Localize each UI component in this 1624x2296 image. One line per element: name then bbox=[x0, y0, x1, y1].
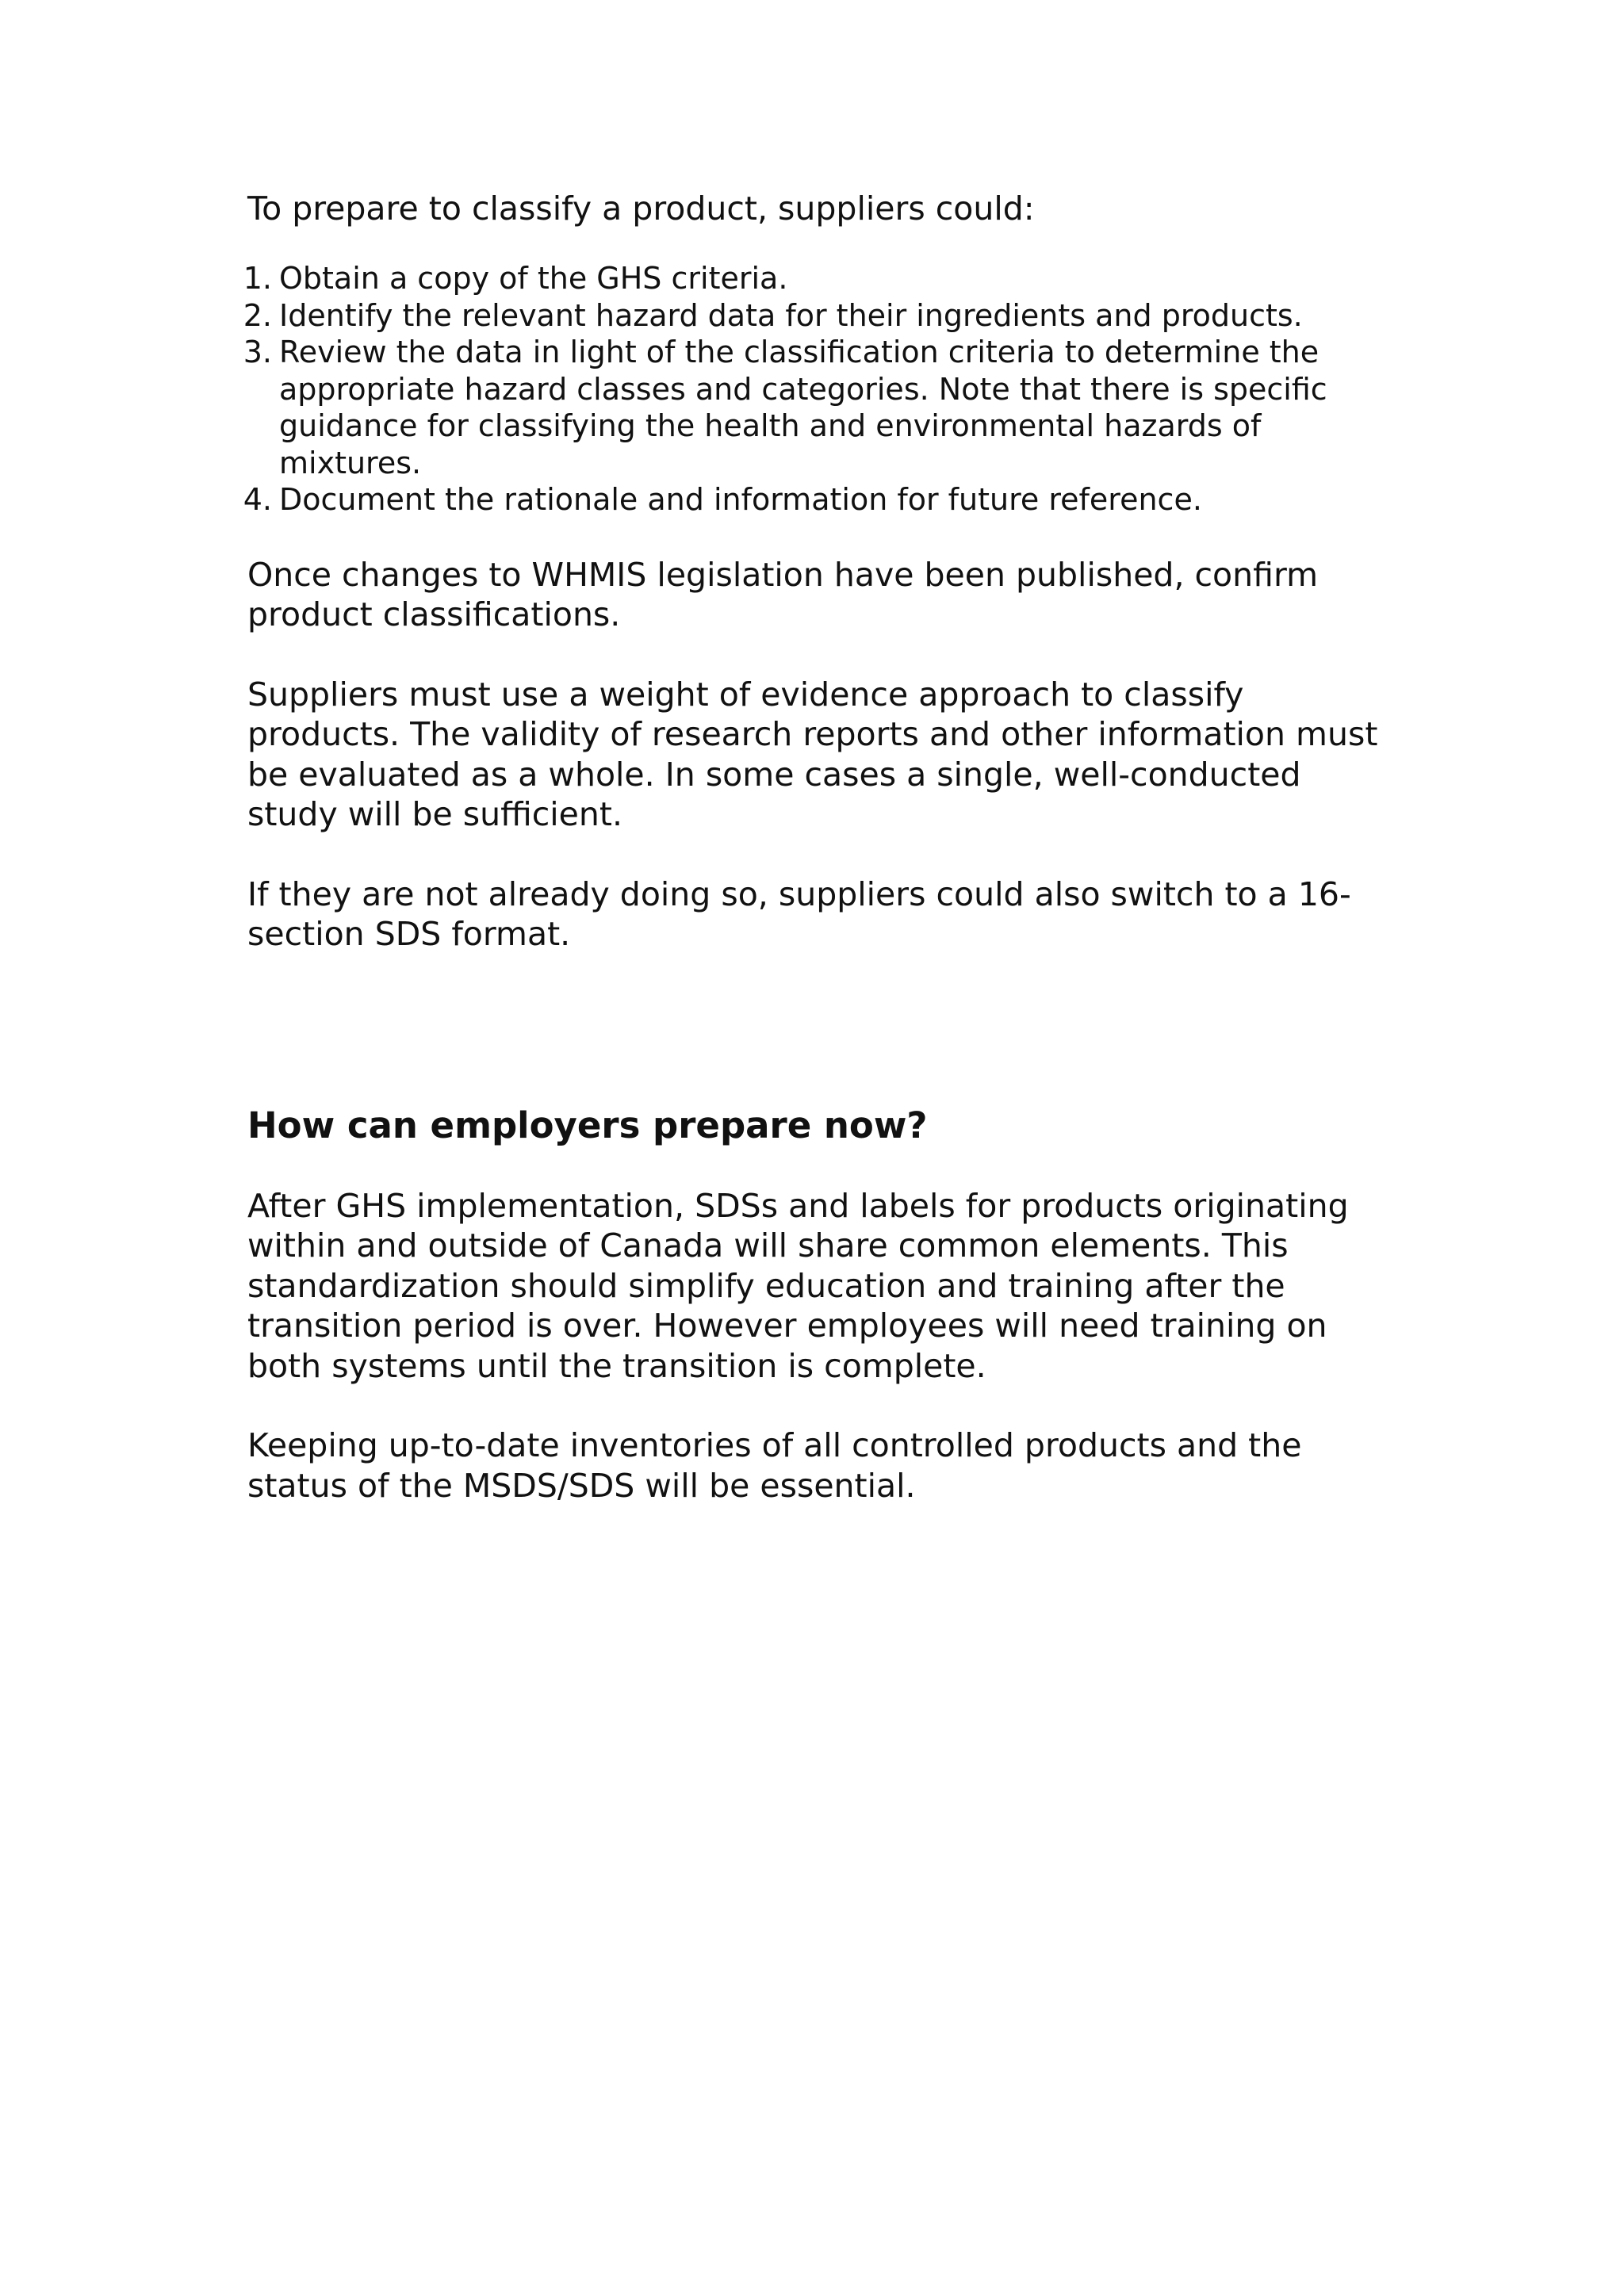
list-item bbox=[243, 481, 1397, 519]
list-item bbox=[243, 297, 1397, 335]
paragraph-ghs-implementation: After GHS implementation, SDSs and labels for products originating within and outside of Canada will share common elements. This standardization should simplify education and training after the transition period is over. However employees will need training on both systems until the transition is complete. bbox=[247, 1186, 1349, 1385]
section-heading: How can employers prepare now? bbox=[247, 1104, 928, 1146]
list-number: 3. bbox=[243, 335, 272, 369]
list-number: 1. bbox=[243, 261, 272, 296]
paragraph-sds-format: If they are not already doing so, suppliers could also switch to a 16-section SDS format. bbox=[247, 874, 1351, 953]
list-number: 2. bbox=[243, 297, 272, 333]
list-number: 4. bbox=[243, 482, 272, 517]
paragraph-confirm-classifications: Once changes to WHMIS legislation have been published, confirm product classifications. bbox=[247, 555, 1319, 633]
list-item-text: Obtain a copy of the GHS criteria. bbox=[279, 261, 788, 296]
list-item-text: Review the data in light of the classification criteria to determine the appropriate hazard classes and categories. Note that there is specific guidance for classifying the health and environmental hazards of mixtures. bbox=[279, 335, 1327, 480]
paragraph-weight-of-evidence: Suppliers must use a weight of evidence approach to classify products. The validity of research reports and other information must be evaluated as a whole. In some cases a single, well-conducted study will be sufficient. bbox=[247, 675, 1378, 833]
list-item-text: Document the rationale and information for future reference. bbox=[279, 482, 1202, 517]
list-item-text: Identify the relevant hazard data for their ingredients and products. bbox=[279, 297, 1303, 333]
list-item bbox=[243, 260, 1397, 297]
intro-text: To prepare to classify a product, suppliers could: bbox=[247, 189, 1035, 228]
paragraph-inventories: Keeping up-to-date inventories of all controlled products and the status of the MSDS/SDS will be essential. bbox=[247, 1426, 1302, 1505]
document-page bbox=[243, 189, 1397, 1545]
steps-list bbox=[243, 260, 1397, 519]
list-item bbox=[243, 334, 1397, 481]
